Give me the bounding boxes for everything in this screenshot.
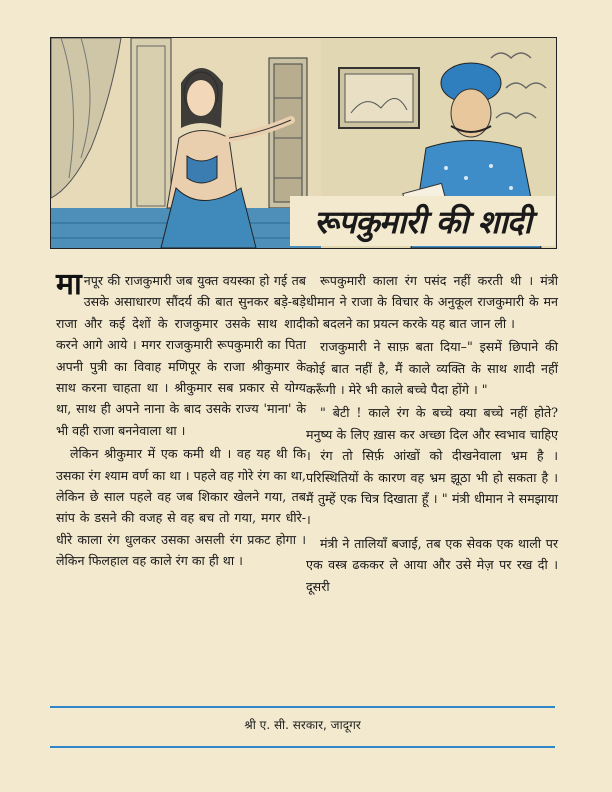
left-paragraph-1-text: नपूर की राजकुमारी जब युक्त वयस्का हो गई तब उसके असाधारण सौंदर्य की बात सुनकर बड़े-बड़े राजा और कई देशों के राजकुमार उसके साथ शादी करने आगे आये । मगर राजकुमारी रूपकुमारी का पिता अपनी पुत्री का विवाह मणिपूर के राजा श्रीकुमार के साथ करना चाहता था । श्रीकुमार सब प्रकार से योग्य था, साथ ही अपने नाना के बाद उसके राज्य 'माना' के भी वही राजा बननेवाला था ।	[56, 273, 306, 438]
right-paragraph-3: " बेटी ! काले रंग के बच्चे क्या बच्चे नहीं होते? मनुष्य के लिए ख़ास कर अच्छा दिल और स्वभाव चाहिए । रंग तो सिर्फ़ आंखों को दीखनेवाला भ्रम है । परिस्थितियों के कारण वह भ्रम झूठा भी हो सकता है । मैं तुम्हें एक चित्र दिखाता हूँ । " मंत्री धीमान ने समझाया ।	[306, 405, 558, 528]
footer-rule-top	[50, 706, 555, 708]
footer-credit: श्री ए. सी. सरकार, जादूगर	[244, 718, 361, 732]
footer-rule-bottom	[50, 746, 555, 748]
story-title: रूपकुमारी की शादी	[290, 196, 555, 246]
right-paragraph-1: रूपकुमारी काला रंग पसंद नहीं करती थी । मंत्री धीमान ने राजा के विचार के अनुकूल राजकुमारी के मन को बदलने का प्रयत्न करके यह बात जान ली ।	[306, 273, 558, 331]
left-text-column	[56, 267, 306, 574]
right-text-column	[306, 270, 558, 599]
right-paragraph-2: राजकुमारी ने साफ़ बता दिया–" इसमें छिपाने की कोई बात नहीं है, मैं काले व्यक्ति के साथ शादी नहीं करूँगी । मेरे भी काले बच्चे पैदा होंगे । "	[306, 339, 558, 398]
right-paragraph-4: मंत्री ने तालियाँ बजाई, तब एक सेवक एक थाली पर एक वस्त्र ढककर ले आया और उसे मेज़ पर रख दी । दूसरी	[306, 535, 558, 594]
left-paragraph-1	[56, 267, 306, 441]
dropcap: मा	[56, 267, 82, 302]
left-paragraph-2: लेकिन श्रीकुमार में एक कमी थी । वह यह थी कि उसका रंग श्याम वर्ण का था । पहले वह गोरे रंग का था, लेकिन छे साल पहले वह जब शिकार खेलने गया, तब सांप के डसने की वजह से वह बच तो गया, मगर धीरे-धीरे काला रंग धुलकर उसका असली रंग प्रकट होगा । लेकिन फिलहाल वह काले रंग का ही था ।	[56, 446, 306, 569]
